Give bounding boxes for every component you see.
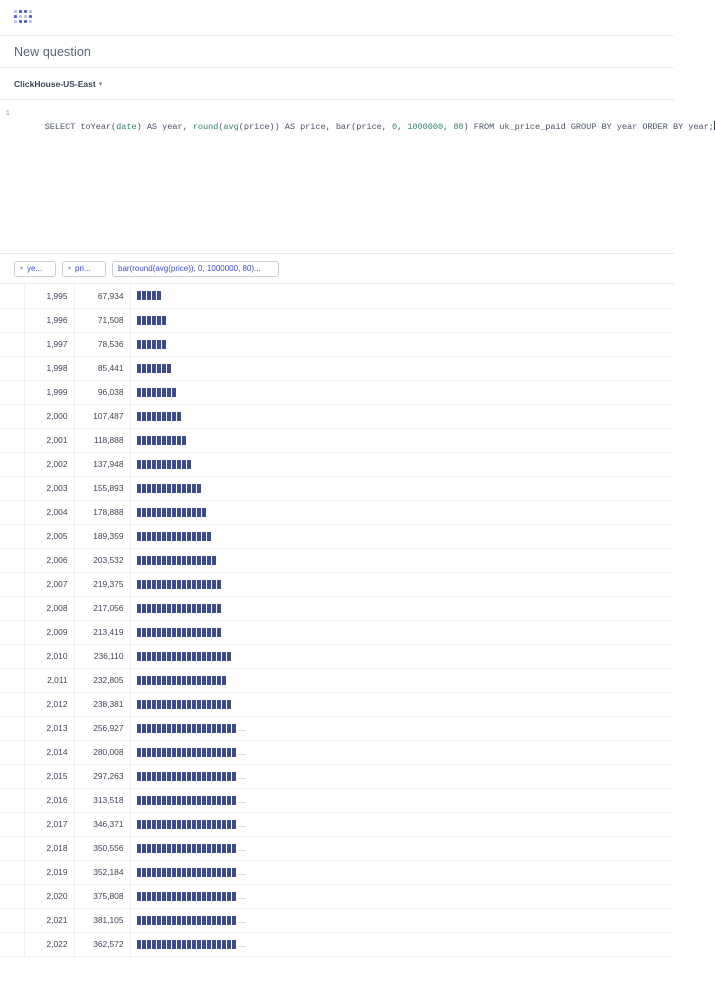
bar-segment <box>227 652 232 661</box>
table-row[interactable] <box>0 836 674 860</box>
cell-year[interactable]: 2,013 <box>24 716 74 740</box>
cell-year[interactable]: 2,019 <box>24 860 74 884</box>
cell-bar[interactable] <box>130 788 674 812</box>
cell-bar[interactable] <box>130 764 674 788</box>
cell-bar[interactable] <box>130 524 674 548</box>
cell-year[interactable]: 2,007 <box>24 572 74 596</box>
cell-bar[interactable] <box>130 452 674 476</box>
cell-bar[interactable] <box>130 812 674 836</box>
row-index-cell <box>0 476 24 500</box>
cell-bar[interactable] <box>130 332 674 356</box>
cell-year[interactable]: 2,015 <box>24 764 74 788</box>
table-row[interactable] <box>0 860 674 884</box>
cell-year[interactable]: 2,021 <box>24 908 74 932</box>
truncation-ellipsis: … <box>238 915 247 925</box>
cell-price[interactable]: 236,110 <box>74 644 130 668</box>
truncation-ellipsis: … <box>238 891 247 901</box>
cell-price[interactable]: 280,008 <box>74 740 130 764</box>
cell-price[interactable]: 96,038 <box>74 380 130 404</box>
bar-segment <box>177 412 182 421</box>
row-index-cell <box>0 452 24 476</box>
table-row[interactable] <box>0 812 674 836</box>
cell-year[interactable]: 2,008 <box>24 596 74 620</box>
row-index-cell <box>0 932 24 956</box>
row-index-cell <box>0 428 24 452</box>
cell-price[interactable]: 189,359 <box>74 524 130 548</box>
table-row[interactable] <box>0 620 674 644</box>
row-index-cell <box>0 356 24 380</box>
cell-price[interactable]: 178,888 <box>74 500 130 524</box>
ascii-bar <box>137 363 297 373</box>
chevron-down-icon[interactable]: ▾ <box>98 81 103 88</box>
table-row[interactable] <box>0 548 674 572</box>
cell-bar[interactable] <box>130 644 674 668</box>
row-index-cell <box>0 548 24 572</box>
ascii-bar <box>137 507 297 517</box>
cell-price[interactable]: 71,508 <box>74 308 130 332</box>
table-row[interactable] <box>0 668 674 692</box>
cell-bar[interactable] <box>130 860 674 884</box>
cell-bar[interactable] <box>130 572 674 596</box>
ascii-bar <box>137 627 297 637</box>
table-row[interactable] <box>0 284 674 308</box>
cell-year[interactable]: 2,010 <box>24 644 74 668</box>
bar-segment <box>162 340 167 349</box>
row-index-cell <box>0 380 24 404</box>
sql-code-line[interactable]: SELECT toYear(date) AS year, round(avg(price)) AS price, bar(price, 0, 1000000, 80) FROM uk_price_paid GROUP BY year ORDER BY year; <box>44 122 714 132</box>
table-row[interactable] <box>0 428 674 452</box>
cell-price[interactable]: 217,056 <box>74 596 130 620</box>
cell-bar[interactable] <box>130 404 674 428</box>
cell-year[interactable]: 2,012 <box>24 692 74 716</box>
ascii-bar <box>137 675 297 685</box>
column-chip-label: bar(round(avg(price)), 0, 1000000, 80)... <box>118 264 261 273</box>
cell-price[interactable]: 362,572 <box>74 932 130 956</box>
cell-price[interactable]: 155,893 <box>74 476 130 500</box>
table-row[interactable] <box>0 380 674 404</box>
truncation-ellipsis: … <box>238 867 247 877</box>
cell-year[interactable]: 2,020 <box>24 884 74 908</box>
truncation-ellipsis: … <box>238 747 247 757</box>
cell-year[interactable]: 2,001 <box>24 428 74 452</box>
row-index-cell <box>0 668 24 692</box>
bar-segment <box>157 291 162 300</box>
cell-price[interactable]: 375,808 <box>74 884 130 908</box>
bar-segment <box>202 508 207 517</box>
cell-year[interactable]: 2,000 <box>24 404 74 428</box>
cell-price[interactable]: 213,419 <box>74 620 130 644</box>
sql-editor[interactable] <box>0 100 714 254</box>
bar-segment <box>172 388 177 397</box>
cell-bar[interactable] <box>130 428 674 452</box>
database-name-label: ClickHouse-US-East <box>14 79 96 89</box>
bar-segment <box>227 700 232 709</box>
cell-bar[interactable] <box>130 932 674 956</box>
cell-price[interactable]: 85,441 <box>74 356 130 380</box>
row-index-cell <box>0 596 24 620</box>
bar-segment <box>232 820 237 829</box>
bar-segment <box>187 460 192 469</box>
bar-segment <box>232 940 237 949</box>
cell-year[interactable]: 1,997 <box>24 332 74 356</box>
cell-price[interactable]: 350,556 <box>74 836 130 860</box>
row-index-cell <box>0 308 24 332</box>
table-row[interactable] <box>0 524 674 548</box>
cell-bar[interactable] <box>130 836 674 860</box>
table-row[interactable] <box>0 740 674 764</box>
cell-price[interactable]: 313,518 <box>74 788 130 812</box>
table-row[interactable] <box>0 692 674 716</box>
bar-segment <box>217 628 222 637</box>
ascii-bar <box>137 651 297 661</box>
ascii-bar <box>137 387 297 397</box>
cell-bar[interactable] <box>130 284 674 308</box>
column-chip-bar[interactable] <box>112 261 279 277</box>
cell-year[interactable]: 2,004 <box>24 500 74 524</box>
bar-segment <box>232 748 237 757</box>
row-index-cell <box>0 836 24 860</box>
row-index-cell <box>0 644 24 668</box>
ascii-bar <box>137 699 297 709</box>
row-index-cell <box>0 740 24 764</box>
bar-segment <box>167 364 172 373</box>
cell-price[interactable]: 203,532 <box>74 548 130 572</box>
table-row[interactable] <box>0 404 674 428</box>
row-index-cell <box>0 764 24 788</box>
bar-segment <box>162 316 167 325</box>
cell-year[interactable]: 2,006 <box>24 548 74 572</box>
bar-segment <box>232 868 237 877</box>
ascii-bar <box>137 315 297 325</box>
cell-price[interactable]: 118,888 <box>74 428 130 452</box>
row-index-cell <box>0 692 24 716</box>
row-index-cell <box>0 284 24 308</box>
results-table <box>0 284 674 957</box>
column-chip-label: pri... <box>75 264 91 273</box>
column-chip-price[interactable] <box>62 261 106 277</box>
truncation-ellipsis: … <box>238 795 247 805</box>
ascii-bar <box>137 867 297 877</box>
cell-price[interactable]: 137,948 <box>74 452 130 476</box>
ascii-bar <box>137 771 297 781</box>
table-row[interactable] <box>0 596 674 620</box>
cell-price[interactable]: 381,105 <box>74 908 130 932</box>
table-row[interactable] <box>0 788 674 812</box>
cell-bar[interactable] <box>130 716 674 740</box>
ascii-bar <box>137 915 297 925</box>
row-index-cell <box>0 860 24 884</box>
cell-price[interactable]: 256,927 <box>74 716 130 740</box>
cell-bar[interactable] <box>130 548 674 572</box>
chevron-down-icon[interactable]: ▾ <box>20 266 24 272</box>
cell-year[interactable]: 2,014 <box>24 740 74 764</box>
row-index-cell <box>0 788 24 812</box>
cell-year[interactable]: 1,995 <box>24 284 74 308</box>
cell-year[interactable]: 1,996 <box>24 308 74 332</box>
cell-year[interactable]: 2,002 <box>24 452 74 476</box>
table-row[interactable] <box>0 332 674 356</box>
bar-segment <box>232 844 237 853</box>
cell-price[interactable]: 107,487 <box>74 404 130 428</box>
cell-bar[interactable] <box>130 740 674 764</box>
cell-year[interactable]: 2,018 <box>24 836 74 860</box>
ascii-bar <box>137 483 297 493</box>
cell-price[interactable]: 232,805 <box>74 668 130 692</box>
cell-price[interactable]: 238,381 <box>74 692 130 716</box>
cell-price[interactable]: 219,375 <box>74 572 130 596</box>
row-index-cell <box>0 524 24 548</box>
table-row[interactable] <box>0 764 674 788</box>
table-row[interactable] <box>0 500 674 524</box>
cell-year[interactable]: 1,999 <box>24 380 74 404</box>
cell-year[interactable]: 2,022 <box>24 932 74 956</box>
table-row[interactable] <box>0 572 674 596</box>
line-number-gutter: 1 <box>5 110 10 118</box>
app-logo-icon[interactable] <box>14 10 36 26</box>
cell-price[interactable]: 297,263 <box>74 764 130 788</box>
row-index-cell <box>0 332 24 356</box>
ascii-bar <box>137 411 297 421</box>
row-index-cell <box>0 908 24 932</box>
row-index-cell <box>0 572 24 596</box>
cell-price[interactable]: 346,371 <box>74 812 130 836</box>
cell-price[interactable]: 67,934 <box>74 284 130 308</box>
bar-segment <box>232 772 237 781</box>
ascii-bar <box>137 291 297 301</box>
column-chip-year[interactable] <box>14 261 56 277</box>
cell-bar[interactable] <box>130 476 674 500</box>
row-index-cell <box>0 404 24 428</box>
row-index-cell <box>0 812 24 836</box>
cell-bar[interactable] <box>130 668 674 692</box>
bar-segment <box>197 484 202 493</box>
ascii-bar <box>137 891 297 901</box>
cell-price[interactable]: 352,184 <box>74 860 130 884</box>
cell-bar[interactable] <box>130 884 674 908</box>
bar-segment <box>232 916 237 925</box>
bar-segment <box>232 724 237 733</box>
truncation-ellipsis: … <box>238 819 247 829</box>
bar-segment <box>207 532 212 541</box>
ascii-bar <box>137 939 297 949</box>
table-row[interactable] <box>0 356 674 380</box>
cell-year[interactable]: 2,016 <box>24 788 74 812</box>
table-row[interactable] <box>0 908 674 932</box>
cell-bar[interactable] <box>130 500 674 524</box>
ascii-bar <box>137 555 297 565</box>
ascii-bar <box>137 819 297 829</box>
row-index-cell <box>0 884 24 908</box>
page-title[interactable]: New question <box>14 44 91 59</box>
cell-bar[interactable] <box>130 380 674 404</box>
table-row[interactable] <box>0 716 674 740</box>
ascii-bar <box>137 843 297 853</box>
bar-segment <box>217 604 222 613</box>
cell-year[interactable]: 2,005 <box>24 524 74 548</box>
database-selector[interactable] <box>14 74 102 92</box>
ascii-bar <box>137 435 297 445</box>
top-navbar <box>0 0 674 36</box>
bar-segment <box>222 676 227 685</box>
cell-year[interactable]: 1,998 <box>24 356 74 380</box>
bar-segment <box>232 796 237 805</box>
truncation-ellipsis: … <box>238 723 247 733</box>
database-selector-row <box>0 67 674 100</box>
table-row[interactable] <box>0 452 674 476</box>
table-row[interactable] <box>0 884 674 908</box>
result-columns-bar <box>0 254 674 284</box>
table-row[interactable] <box>0 932 674 956</box>
ascii-bar <box>137 459 297 469</box>
ascii-bar <box>137 603 297 613</box>
bar-segment <box>217 580 222 589</box>
question-title-row <box>0 36 674 67</box>
bar-segment <box>212 556 217 565</box>
row-index-cell <box>0 500 24 524</box>
row-index-cell <box>0 620 24 644</box>
ascii-bar <box>137 579 297 589</box>
cell-bar[interactable] <box>130 620 674 644</box>
truncation-ellipsis: … <box>238 939 247 949</box>
truncation-ellipsis: … <box>238 771 247 781</box>
cell-bar[interactable] <box>130 692 674 716</box>
table-row[interactable] <box>0 308 674 332</box>
cell-bar[interactable] <box>130 356 674 380</box>
ascii-bar <box>137 723 297 733</box>
cell-bar[interactable] <box>130 908 674 932</box>
cell-bar[interactable] <box>130 308 674 332</box>
truncation-ellipsis: … <box>238 843 247 853</box>
bar-segment <box>232 892 237 901</box>
ascii-bar <box>137 339 297 349</box>
chevron-down-icon[interactable]: ▾ <box>68 266 72 272</box>
table-row[interactable] <box>0 644 674 668</box>
cell-year[interactable]: 2,009 <box>24 620 74 644</box>
cell-price[interactable]: 78,536 <box>74 332 130 356</box>
ascii-bar <box>137 795 297 805</box>
ascii-bar <box>137 747 297 757</box>
ascii-bar <box>137 531 297 541</box>
row-index-cell <box>0 716 24 740</box>
cell-year[interactable]: 2,003 <box>24 476 74 500</box>
cell-year[interactable]: 2,011 <box>24 668 74 692</box>
cell-bar[interactable] <box>130 596 674 620</box>
cell-year[interactable]: 2,017 <box>24 812 74 836</box>
bar-segment <box>182 436 187 445</box>
column-chip-label: ye... <box>27 264 43 273</box>
table-row[interactable] <box>0 476 674 500</box>
